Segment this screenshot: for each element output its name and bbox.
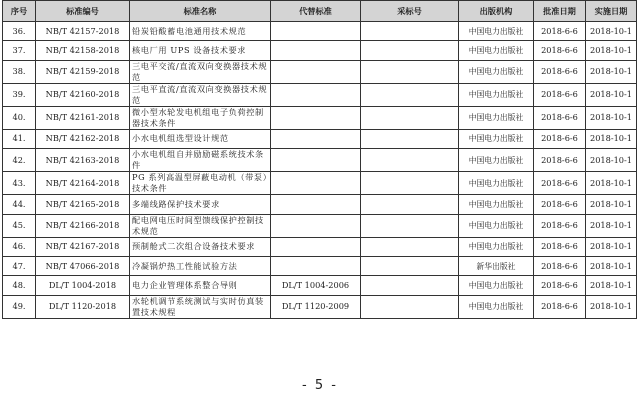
standard-code-cell: NB/T 42158-2018: [36, 41, 130, 60]
publisher-cell: 中国电力出版社: [459, 83, 534, 106]
row-number-cell: 38.: [3, 60, 36, 83]
standard-name-cell: 配电网电压时间型馈线保护控制技术规范: [130, 214, 271, 237]
replaced-standard-cell: [271, 41, 361, 60]
effective-date-cell: 2018-10-1: [586, 149, 637, 172]
effective-date-cell: 2018-10-1: [586, 256, 637, 275]
publisher-cell: 中国电力出版社: [459, 129, 534, 148]
table-row: [3, 22, 637, 41]
standard-code-cell: NB/T 42162-2018: [36, 129, 130, 148]
adoption-number-cell: [361, 214, 459, 237]
standard-code-cell: NB/T 42159-2018: [36, 60, 130, 83]
standard-name-cell: 小水电机组自并励励磁系统技术条件: [130, 149, 271, 172]
standard-code-cell: NB/T 42166-2018: [36, 214, 130, 237]
adoption-number-cell: [361, 237, 459, 256]
page-number: - 5 -: [302, 378, 338, 393]
table-row: [3, 60, 637, 83]
adoption-number-cell: [361, 195, 459, 214]
replaced-standard-cell: [271, 237, 361, 256]
row-number-cell: 46.: [3, 237, 36, 256]
standard-name-cell: 电力企业管理体系整合导则: [130, 276, 271, 295]
standard-name-cell: 小水电机组选型设计规范: [130, 129, 271, 148]
header-replace: 代替标准: [271, 1, 361, 22]
publisher-cell: 中国电力出版社: [459, 195, 534, 214]
adoption-number-cell: [361, 22, 459, 41]
table-row: [3, 106, 637, 129]
row-number-cell: 39.: [3, 83, 36, 106]
table-row: [3, 256, 637, 275]
replaced-standard-cell: [271, 60, 361, 83]
standard-code-cell: NB/T 42160-2018: [36, 83, 130, 106]
row-number-cell: 42.: [3, 149, 36, 172]
publisher-cell: 中国电力出版社: [459, 22, 534, 41]
approval-date-cell: 2018-6-6: [534, 276, 586, 295]
approval-date-cell: 2018-6-6: [534, 256, 586, 275]
row-number-cell: 48.: [3, 276, 36, 295]
table-row: [3, 276, 637, 295]
adoption-number-cell: [361, 41, 459, 60]
replaced-standard-cell: DL/T 1004-2006: [271, 276, 361, 295]
publisher-cell: 中国电力出版社: [459, 172, 534, 195]
approval-date-cell: 2018-6-6: [534, 60, 586, 83]
effective-date-cell: 2018-10-1: [586, 22, 637, 41]
standard-name-cell: 三电平直流/直流双向变换器技术规范: [130, 83, 271, 106]
header-no: 序号: [3, 1, 36, 22]
table-row: [3, 83, 637, 106]
effective-date-cell: 2018-10-1: [586, 106, 637, 129]
replaced-standard-cell: [271, 172, 361, 195]
adoption-number-cell: [361, 172, 459, 195]
publisher-cell: 中国电力出版社: [459, 295, 534, 318]
effective-date-cell: 2018-10-1: [586, 129, 637, 148]
adoption-number-cell: [361, 60, 459, 83]
approval-date-cell: 2018-6-6: [534, 41, 586, 60]
standard-code-cell: NB/T 42164-2018: [36, 172, 130, 195]
publisher-cell: 中国电力出版社: [459, 149, 534, 172]
approval-date-cell: 2018-6-6: [534, 195, 586, 214]
table-row: [3, 237, 637, 256]
row-number-cell: 47.: [3, 256, 36, 275]
adoption-number-cell: [361, 276, 459, 295]
adoption-number-cell: [361, 295, 459, 318]
standard-code-cell: NB/T 42163-2018: [36, 149, 130, 172]
replaced-standard-cell: DL/T 1120-2009: [271, 295, 361, 318]
header-approve: 批准日期: [534, 1, 586, 22]
publisher-cell: 中国电力出版社: [459, 106, 534, 129]
publisher-cell: 中国电力出版社: [459, 60, 534, 83]
standard-name-cell: 微小型水轮发电机组电子负荷控制器技术条件: [130, 106, 271, 129]
approval-date-cell: 2018-6-6: [534, 149, 586, 172]
publisher-cell: 中国电力出版社: [459, 214, 534, 237]
standard-name-cell: PG 系列高温型屏蔽电动机（带泵）技术条件: [130, 172, 271, 195]
standard-name-cell: 多端线路保护技术要求: [130, 195, 271, 214]
effective-date-cell: 2018-10-1: [586, 237, 637, 256]
row-number-cell: 43.: [3, 172, 36, 195]
adoption-number-cell: [361, 83, 459, 106]
row-number-cell: 40.: [3, 106, 36, 129]
header-effective: 实施日期: [586, 1, 637, 22]
effective-date-cell: 2018-10-1: [586, 195, 637, 214]
table-row: [3, 41, 637, 60]
header-adopt: 采标号: [361, 1, 459, 22]
standard-name-cell: 铅炭铅酸蓄电池通用技术规范: [130, 22, 271, 41]
replaced-standard-cell: [271, 22, 361, 41]
approval-date-cell: 2018-6-6: [534, 214, 586, 237]
adoption-number-cell: [361, 149, 459, 172]
table-row: [3, 295, 637, 318]
adoption-number-cell: [361, 129, 459, 148]
approval-date-cell: 2018-6-6: [534, 22, 586, 41]
row-number-cell: 44.: [3, 195, 36, 214]
standard-code-cell: NB/T 42161-2018: [36, 106, 130, 129]
standard-code-cell: NB/T 42167-2018: [36, 237, 130, 256]
adoption-number-cell: [361, 256, 459, 275]
effective-date-cell: 2018-10-1: [586, 41, 637, 60]
row-number-cell: 36.: [3, 22, 36, 41]
standard-code-cell: NB/T 42157-2018: [36, 22, 130, 41]
effective-date-cell: 2018-10-1: [586, 295, 637, 318]
row-number-cell: 45.: [3, 214, 36, 237]
effective-date-cell: 2018-10-1: [586, 214, 637, 237]
standard-name-cell: 三电平交流/直流双向变换器技术规范: [130, 60, 271, 83]
header-publisher: 出版机构: [459, 1, 534, 22]
replaced-standard-cell: [271, 256, 361, 275]
replaced-standard-cell: [271, 149, 361, 172]
table-row: [3, 149, 637, 172]
approval-date-cell: 2018-6-6: [534, 129, 586, 148]
publisher-cell: 中国电力出版社: [459, 276, 534, 295]
standards-table: [2, 0, 637, 319]
row-number-cell: 49.: [3, 295, 36, 318]
standard-name-cell: 水轮机调节系统测试与实时仿真装置技术规程: [130, 295, 271, 318]
row-number-cell: 37.: [3, 41, 36, 60]
replaced-standard-cell: [271, 106, 361, 129]
publisher-cell: 中国电力出版社: [459, 41, 534, 60]
approval-date-cell: 2018-6-6: [534, 106, 586, 129]
replaced-standard-cell: [271, 214, 361, 237]
row-number-cell: 41.: [3, 129, 36, 148]
table-row: [3, 172, 637, 195]
standard-name-cell: 预制舱式二次组合设备技术要求: [130, 237, 271, 256]
table-row: [3, 195, 637, 214]
standard-name-cell: 冷凝锅炉热工性能试验方法: [130, 256, 271, 275]
table-body: [3, 22, 637, 319]
header-name: 标准名称: [130, 1, 271, 22]
replaced-standard-cell: [271, 195, 361, 214]
replaced-standard-cell: [271, 129, 361, 148]
effective-date-cell: 2018-10-1: [586, 172, 637, 195]
approval-date-cell: 2018-6-6: [534, 237, 586, 256]
table-header: [3, 1, 637, 22]
adoption-number-cell: [361, 106, 459, 129]
effective-date-cell: 2018-10-1: [586, 60, 637, 83]
approval-date-cell: 2018-6-6: [534, 83, 586, 106]
table-row: [3, 129, 637, 148]
standard-code-cell: NB/T 42165-2018: [36, 195, 130, 214]
approval-date-cell: 2018-6-6: [534, 295, 586, 318]
effective-date-cell: 2018-10-1: [586, 276, 637, 295]
approval-date-cell: 2018-6-6: [534, 172, 586, 195]
replaced-standard-cell: [271, 83, 361, 106]
table-row: [3, 214, 637, 237]
header-code: 标准编号: [36, 1, 130, 22]
standard-code-cell: DL/T 1120-2018: [36, 295, 130, 318]
standard-name-cell: 核电厂用 UPS 设备技术要求: [130, 41, 271, 60]
effective-date-cell: 2018-10-1: [586, 83, 637, 106]
publisher-cell: 新华出版社: [459, 256, 534, 275]
publisher-cell: 中国电力出版社: [459, 237, 534, 256]
standard-code-cell: NB/T 47066-2018: [36, 256, 130, 275]
standard-code-cell: DL/T 1004-2018: [36, 276, 130, 295]
